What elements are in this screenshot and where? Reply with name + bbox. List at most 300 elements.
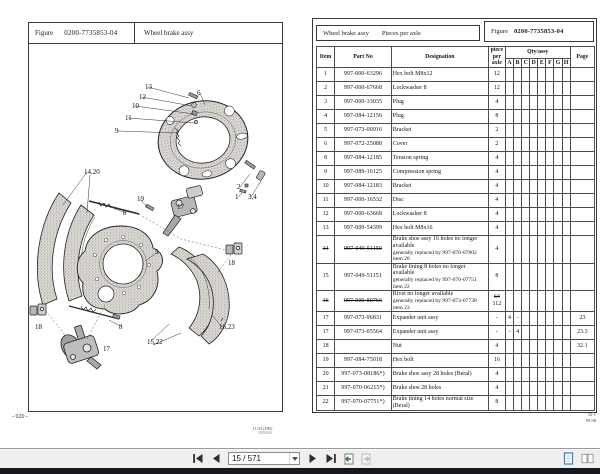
cell-qty-d xyxy=(530,81,538,95)
cell-qty-f xyxy=(546,325,554,339)
cell-qty-f xyxy=(546,95,554,109)
cell-qty-h xyxy=(562,123,570,137)
cell-qty-b xyxy=(514,207,522,221)
cell-qty-c xyxy=(522,395,530,410)
cell-qty-b xyxy=(514,151,522,165)
cell-page: 23.3 xyxy=(570,325,594,339)
cell-piece-per-axle: 4 xyxy=(488,367,505,381)
cell-qty-d xyxy=(530,179,538,193)
page-number-input[interactable] xyxy=(228,452,300,465)
cell-designation: Brake lining 8 holes no longer available generally replaced by 997-070-07751 item 22 xyxy=(391,263,488,291)
cell-designation: Bracket xyxy=(391,123,488,137)
cell-item: 4 xyxy=(317,109,335,123)
cell-piece-per-axle: 2 xyxy=(488,137,505,151)
col-header-qty-f: F xyxy=(546,58,554,67)
cell-qty-d xyxy=(530,263,538,291)
cell-qty-c xyxy=(522,151,530,165)
cell-qty-g xyxy=(554,207,562,221)
cell-qty-b: 4 xyxy=(514,325,522,339)
table-row xyxy=(317,109,595,123)
callout-label-18: 18 xyxy=(228,259,235,267)
table-row xyxy=(317,151,595,165)
table-row xyxy=(317,395,595,410)
page-navigation xyxy=(190,449,374,468)
cell-page xyxy=(570,151,594,165)
cell-qty-c xyxy=(522,165,530,179)
cell-item: 17 xyxy=(317,311,335,325)
cell-qty-g xyxy=(554,235,562,263)
anchor-plate xyxy=(77,226,162,314)
cell-part-no: 997-073-96831 xyxy=(335,311,392,325)
cell-qty-c xyxy=(522,81,530,95)
cell-qty-a xyxy=(505,109,513,123)
cell-designation: Expander unit assy xyxy=(391,311,488,325)
cell-qty-g xyxy=(554,95,562,109)
cell-qty-c xyxy=(522,193,530,207)
callout-label-12: 12 xyxy=(139,93,146,101)
cell-qty-b xyxy=(514,95,522,109)
cell-qty-a xyxy=(505,151,513,165)
cell-item: 16 xyxy=(317,291,335,312)
cell-part-no: 997-073-05564 xyxy=(335,325,392,339)
cell-page xyxy=(570,137,594,151)
cell-qty-h xyxy=(562,291,570,312)
cell-qty-f xyxy=(546,81,554,95)
cell-qty-h xyxy=(562,325,570,339)
cell-item: 8 xyxy=(317,151,335,165)
single-page-icon xyxy=(563,452,574,465)
cell-qty-a xyxy=(505,221,513,235)
cell-qty-e xyxy=(538,367,546,381)
cell-qty-c xyxy=(522,67,530,81)
cell-page xyxy=(570,207,594,221)
cell-piece-per-axle: 12 xyxy=(488,81,505,95)
cell-qty-b xyxy=(514,137,522,151)
facing-pages-layout-button[interactable] xyxy=(580,451,595,466)
first-page-button[interactable] xyxy=(190,451,205,466)
cell-qty-e xyxy=(538,221,546,235)
cell-part-no: 997-084-75018 xyxy=(335,353,392,367)
facing-pages-icon xyxy=(581,452,594,465)
cell-qty-h xyxy=(562,339,570,353)
cell-qty-b xyxy=(514,123,522,137)
cell-qty-e xyxy=(538,311,546,325)
cell-qty-d xyxy=(530,381,538,395)
table-row xyxy=(317,325,595,339)
cell-qty-h xyxy=(562,263,570,291)
cell-piece-per-axle: 4 xyxy=(488,95,505,109)
cell-qty-g xyxy=(554,381,562,395)
cell-piece-per-axle: 12 xyxy=(488,67,505,81)
block-18-left xyxy=(30,304,46,315)
cell-qty-d xyxy=(530,67,538,81)
cell-qty-f xyxy=(546,179,554,193)
table-row xyxy=(317,193,595,207)
cell-page xyxy=(570,193,594,207)
cell-page xyxy=(570,179,594,193)
cell-qty-g xyxy=(554,123,562,137)
cell-designation: Brake lining 14 holes normal size (Beral) xyxy=(391,395,488,410)
cell-qty-d xyxy=(530,311,538,325)
cell-qty-g xyxy=(554,221,562,235)
cell-page xyxy=(570,81,594,95)
cell-qty-b xyxy=(514,165,522,179)
cell-designation: Plug xyxy=(391,95,488,109)
small-hardware-right xyxy=(240,160,266,193)
cell-part-no: 997-070-06215*) xyxy=(335,381,392,395)
cell-qty-h xyxy=(562,353,570,367)
callout-label-2: 2 xyxy=(237,183,241,191)
cell-page xyxy=(570,395,594,410)
cell-qty-a xyxy=(505,367,513,381)
cell-qty-g xyxy=(554,109,562,123)
col-header-part-no: Part No xyxy=(335,47,392,68)
cell-page xyxy=(570,291,594,312)
right-page-subtitle: Pieces per axle xyxy=(381,29,421,37)
cell-piece-per-axle: 4 xyxy=(488,339,505,353)
cell-qty-d xyxy=(530,367,538,381)
cell-item: 2 xyxy=(317,81,335,95)
cell-qty-c xyxy=(522,325,530,339)
cell-qty-c xyxy=(522,339,530,353)
table-row xyxy=(317,291,595,312)
cell-designation: Bracket xyxy=(391,179,488,193)
cell-page xyxy=(570,381,594,395)
cell-qty-f xyxy=(546,67,554,81)
cell-qty-a xyxy=(505,339,513,353)
window-bottom-edge xyxy=(0,468,600,474)
cell-qty-b xyxy=(514,291,522,312)
cell-qty-h xyxy=(562,95,570,109)
cell-qty-f xyxy=(546,165,554,179)
col-header-qty-d: D xyxy=(531,59,536,66)
cell-qty-e xyxy=(538,291,546,312)
callout-label-13: 13 xyxy=(145,83,152,91)
cell-qty-h xyxy=(562,109,570,123)
cell-piece-per-axle: 4 xyxy=(488,381,505,395)
cell-designation: Compression spring xyxy=(391,165,488,179)
left-page-print-code: 11.94 (DB) xyxy=(252,426,273,431)
previous-page-button[interactable] xyxy=(208,451,223,466)
cell-qty-a xyxy=(505,137,513,151)
cell-qty-h xyxy=(562,221,570,235)
cell-qty-b xyxy=(514,67,522,81)
cell-qty-e xyxy=(538,179,546,193)
cell-qty-f xyxy=(546,311,554,325)
figure-number: 0200-7735853-04 xyxy=(513,28,564,35)
cell-qty-g xyxy=(554,325,562,339)
cell-designation: Rivet no longer available generally replaced by 997-073-07738 item 23 xyxy=(391,291,488,312)
page-layout-controls xyxy=(561,451,595,466)
cell-part-no: 997-000-16532 xyxy=(335,193,392,207)
cell-designation: Nut xyxy=(391,339,488,353)
cell-qty-a xyxy=(505,207,513,221)
cell-part-no: 997-000-63668 xyxy=(335,207,392,221)
cell-qty-h xyxy=(562,367,570,381)
cell-qty-f xyxy=(546,235,554,263)
cell-qty-b xyxy=(514,263,522,291)
cell-qty-c xyxy=(522,179,530,193)
cell-qty-e xyxy=(538,137,546,151)
cell-designation: Expander unit assy xyxy=(391,325,488,339)
cell-qty-g xyxy=(554,367,562,381)
cell-qty-d xyxy=(530,165,538,179)
cell-qty-f xyxy=(546,151,554,165)
left-page-number: - 020 - xyxy=(12,414,28,420)
cell-qty-b xyxy=(514,193,522,207)
cell-part-no: 997-089-16125 xyxy=(335,165,392,179)
table-row xyxy=(317,67,595,81)
cell-designation: Lockwasher 8 xyxy=(391,81,488,95)
cell-qty-a xyxy=(505,235,513,263)
table-row xyxy=(317,235,595,263)
cell-page xyxy=(570,353,594,367)
scan-artifact xyxy=(258,431,272,434)
cell-qty-a xyxy=(505,193,513,207)
bolt-19 xyxy=(146,204,154,211)
cell-qty-a xyxy=(505,263,513,291)
cell-qty-h xyxy=(562,395,570,410)
cell-qty-f xyxy=(546,395,554,410)
cell-qty-h xyxy=(562,235,570,263)
cell-qty-e xyxy=(538,151,546,165)
callout-label-8: 8 xyxy=(123,209,127,217)
cell-qty-a xyxy=(505,395,513,410)
cell-qty-c xyxy=(522,109,530,123)
cell-qty-c xyxy=(522,221,530,235)
cell-piece-per-axle: 4 xyxy=(488,193,505,207)
right-page-date: 09.98 xyxy=(585,417,596,423)
cell-designation: Hex bolt M8x16 xyxy=(391,221,488,235)
single-page-layout-button[interactable] xyxy=(561,451,576,466)
cell-qty-f xyxy=(546,339,554,353)
cell-piece-per-axle: 4 xyxy=(488,179,505,193)
cell-item: 14 xyxy=(317,235,335,263)
col-header-qty-c: C xyxy=(523,59,528,66)
next-page-icon xyxy=(308,453,318,464)
bottom-toolbar xyxy=(0,448,600,468)
cell-qty-g xyxy=(554,395,562,410)
cell-page xyxy=(570,123,594,137)
page-dropdown-arrow[interactable] xyxy=(289,453,299,464)
cell-qty-e xyxy=(538,381,546,395)
cell-qty-e xyxy=(538,95,546,109)
cell-qty-a xyxy=(505,291,513,312)
previous-view-icon xyxy=(342,452,355,465)
col-header-page: Page xyxy=(570,47,594,68)
table-row xyxy=(317,81,595,95)
cell-qty-f xyxy=(546,221,554,235)
cell-qty-c xyxy=(522,367,530,381)
cell-qty-e xyxy=(538,123,546,137)
right-page-footer xyxy=(558,412,596,424)
table-row xyxy=(317,311,595,325)
previous-view-button[interactable] xyxy=(341,451,356,466)
callout-label-6: 6 xyxy=(197,89,201,97)
cell-piece-per-axle: 4 xyxy=(488,235,505,263)
cell-qty-h xyxy=(562,381,570,395)
cell-part-no: 997-073-08186*) xyxy=(335,367,392,381)
cell-part-no: 997-000-33035 xyxy=(335,95,392,109)
last-page-button[interactable] xyxy=(323,451,338,466)
cell-piece-per-axle: 2 xyxy=(488,123,505,137)
callout-label-3-4: 3,4 xyxy=(248,193,257,201)
cell-qty-c xyxy=(522,235,530,263)
cell-qty-g xyxy=(554,263,562,291)
callout-label-10: 10 xyxy=(132,102,139,110)
cell-qty-d xyxy=(530,353,538,367)
cell-part-no: 997-000-63296 xyxy=(335,67,392,81)
right-page-ref: 32-1 xyxy=(587,412,596,417)
callout-label-11: 11 xyxy=(125,114,132,122)
col-header-qty-e: E xyxy=(538,58,546,67)
cell-qty-d xyxy=(530,207,538,221)
cell-qty-b: - xyxy=(514,311,522,325)
cell-page xyxy=(570,235,594,263)
cell-page xyxy=(570,67,594,81)
col-header-qty-a: A xyxy=(507,59,512,66)
table-row xyxy=(317,123,595,137)
cell-qty-e xyxy=(538,395,546,410)
callout-label-17: 17 xyxy=(177,203,184,211)
cell-qty-b xyxy=(514,381,522,395)
cell-piece-per-axle: 4 xyxy=(488,221,505,235)
cell-qty-a xyxy=(505,67,513,81)
cell-qty-f xyxy=(546,123,554,137)
cell-qty-f xyxy=(546,367,554,381)
cell-qty-g xyxy=(554,151,562,165)
cell-qty-a: 4 xyxy=(505,311,513,325)
callout-label-17: 17 xyxy=(103,345,110,353)
cell-qty-d xyxy=(530,137,538,151)
cell-page xyxy=(570,165,594,179)
table-row xyxy=(317,263,595,291)
cell-qty-e xyxy=(538,67,546,81)
cell-qty-e xyxy=(538,165,546,179)
right-page-title: Wheel brake assy xyxy=(323,29,369,37)
cell-part-no: 997-049-51150 xyxy=(335,235,392,263)
cell-qty-g xyxy=(554,179,562,193)
cell-part-no: 997-000-80766 xyxy=(335,291,392,312)
col-header-designation: Designation xyxy=(391,47,488,68)
cell-designation: Brake shoe 28 holes xyxy=(391,381,488,395)
next-view-button[interactable] xyxy=(359,451,374,466)
cell-piece-per-axle: 4 xyxy=(488,207,505,221)
cell-qty-c xyxy=(522,95,530,109)
cell-qty-a xyxy=(505,381,513,395)
cell-piece-per-axle: 4 xyxy=(488,151,505,165)
cell-qty-c xyxy=(522,137,530,151)
table-row xyxy=(317,221,595,235)
cell-designation: Cover xyxy=(391,137,488,151)
block-18-right xyxy=(226,243,242,254)
cell-qty-g xyxy=(554,81,562,95)
cell-qty-f xyxy=(546,137,554,151)
cell-qty-a: - xyxy=(505,325,513,339)
col-header-qty-h: H xyxy=(563,59,569,66)
cell-qty-h xyxy=(562,311,570,325)
cell-qty-b xyxy=(514,179,522,193)
cell-qty-a xyxy=(505,179,513,193)
figure-label: Figure xyxy=(491,28,508,35)
cell-qty-d xyxy=(530,291,538,312)
cell-item: 1 xyxy=(317,67,335,81)
cell-designation: Hex bolt M8x12 xyxy=(391,67,488,81)
cell-item: 19 xyxy=(317,353,335,367)
cell-qty-d xyxy=(530,395,538,410)
cell-designation: Plug xyxy=(391,109,488,123)
cell-qty-d xyxy=(530,235,538,263)
previous-page-icon xyxy=(211,453,221,464)
cell-item: 18 xyxy=(317,339,335,353)
cell-qty-e xyxy=(538,235,546,263)
cell-qty-g xyxy=(554,165,562,179)
callout-label-5: 5 xyxy=(155,248,159,256)
cell-qty-g xyxy=(554,193,562,207)
callout-label-19: 19 xyxy=(137,195,144,203)
cell-part-no: 997-000-54399 xyxy=(335,221,392,235)
cell-piece-per-axle: 64 112 xyxy=(488,291,505,312)
cell-piece-per-axle: 16 xyxy=(488,353,505,367)
cell-item: 13 xyxy=(317,221,335,235)
cell-qty-g xyxy=(554,137,562,151)
cell-item: 22 xyxy=(317,395,335,410)
callout-label-8: 8 xyxy=(119,323,123,331)
table-row xyxy=(317,165,595,179)
last-page-icon xyxy=(325,453,337,464)
cell-item: 15 xyxy=(317,263,335,291)
cell-qty-b xyxy=(514,367,522,381)
cell-qty-f xyxy=(546,109,554,123)
cell-qty-g xyxy=(554,353,562,367)
cell-qty-a xyxy=(505,165,513,179)
cell-qty-g xyxy=(554,339,562,353)
cell-qty-d xyxy=(530,193,538,207)
cell-qty-c xyxy=(522,353,530,367)
cell-part-no: 997-073-00916 xyxy=(335,123,392,137)
col-header-qty-b: B xyxy=(514,58,522,67)
cell-qty-e xyxy=(538,339,546,353)
next-view-icon xyxy=(360,452,373,465)
cell-qty-d xyxy=(530,109,538,123)
cell-item: 6 xyxy=(317,137,335,151)
cell-qty-c xyxy=(522,263,530,291)
cell-qty-f xyxy=(546,193,554,207)
cell-qty-f xyxy=(546,291,554,312)
cell-part-no: 997-084-12183 xyxy=(335,179,392,193)
callout-label-14-20: 14,20 xyxy=(84,168,100,176)
cell-part-no: 997-084-12185 xyxy=(335,151,392,165)
col-header-item: Item xyxy=(317,47,335,68)
cell-qty-e xyxy=(538,353,546,367)
cell-qty-e xyxy=(538,81,546,95)
cell-qty-b xyxy=(514,235,522,263)
cell-qty-d xyxy=(530,95,538,109)
next-page-button[interactable] xyxy=(305,451,320,466)
cell-designation: Lockwasher 8 xyxy=(391,207,488,221)
cell-qty-a xyxy=(505,123,513,137)
callout-label-1: 1 xyxy=(235,193,239,201)
table-row xyxy=(317,137,595,151)
cell-part-no: 997-049-51151 xyxy=(335,263,392,291)
cell-qty-b xyxy=(514,109,522,123)
cell-item: 21 xyxy=(317,381,335,395)
cell-qty-h xyxy=(562,207,570,221)
cell-designation: Brake shoe assy 28 holes (Beral) xyxy=(391,367,488,381)
cell-qty-c xyxy=(522,291,530,312)
table-row xyxy=(317,381,595,395)
table-row xyxy=(317,207,595,221)
